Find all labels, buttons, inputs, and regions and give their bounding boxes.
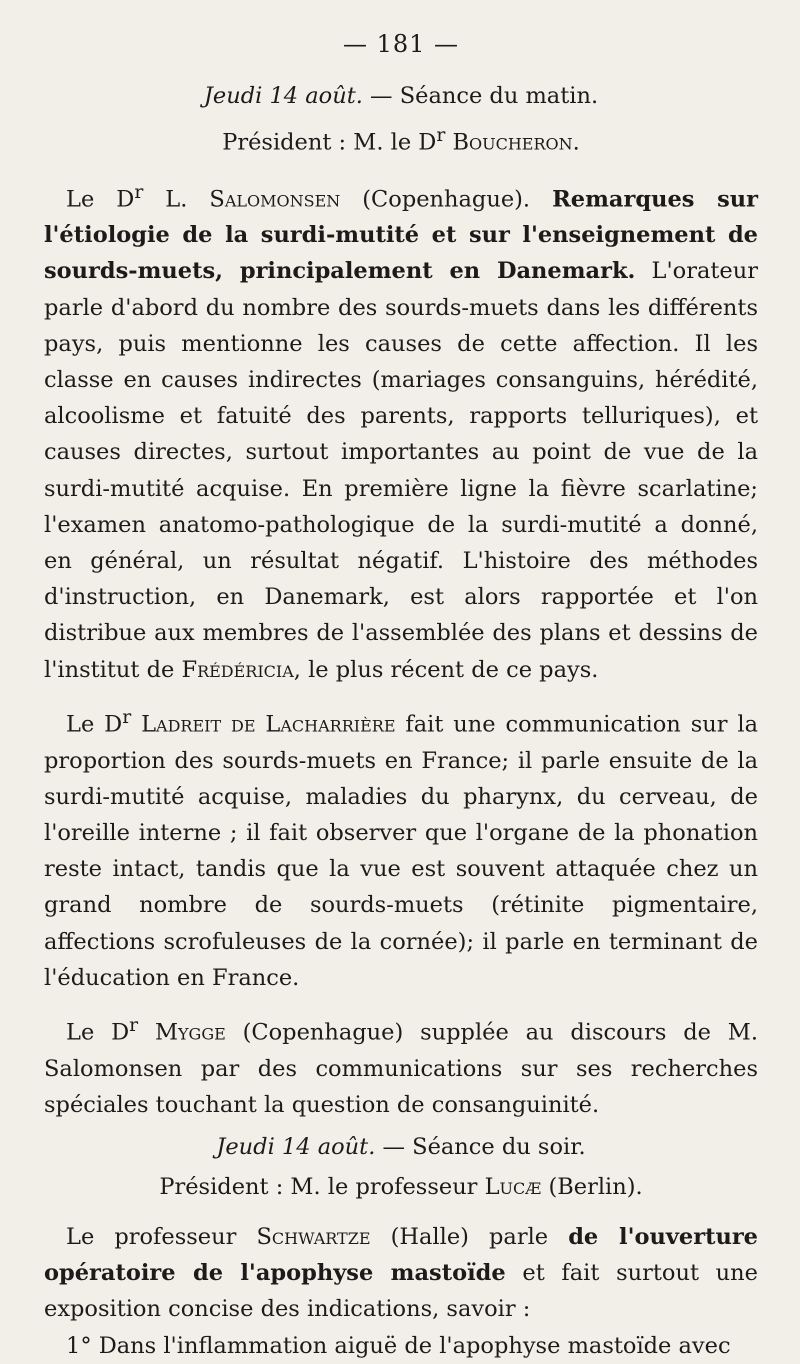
session-date: Jeudi 14 août. bbox=[203, 83, 363, 109]
institute-name: Frédéricia bbox=[181, 656, 294, 683]
text: , le plus récent de ce pays. bbox=[293, 656, 599, 683]
paragraph-lacharriere bbox=[44, 700, 758, 996]
president-name: Lucæ bbox=[484, 1174, 542, 1201]
doctor-abbrev: r bbox=[436, 125, 446, 146]
president-prefix: Président : M. le professeur bbox=[159, 1174, 485, 1201]
paragraph-body: fait une communication sur la proportion des sourds-muets en France; il parle ensuite de la surdi-mutité acquise, maladies du pharynx, du cerveau, de l'oreille interne ; il fait observer que l'organe de la phonation reste intact, tandis que la vue est souvent attaquée chez un grand nombre de sourds-muets (rétinite pigmentaire, affections scrofuleuses de la cornée); il parle en terminant de l'éducation en France. bbox=[44, 711, 759, 991]
session-heading-morning bbox=[44, 76, 758, 116]
paragraph-indication-1: 1° Dans l'inflammation aiguë de l'apophyse mastoïde avec bbox=[66, 1332, 731, 1359]
paragraph-body: (Copenhague) supplée au discours de M. Salomonsen par des communications sur ses recherches spéciales touchant la question de consanguinité. bbox=[44, 1019, 759, 1118]
paragraph-salomonsen bbox=[44, 175, 758, 688]
president-line-morning bbox=[44, 116, 758, 163]
text: (Copenhague). bbox=[340, 186, 553, 212]
page-number: — 181 — bbox=[342, 30, 460, 58]
text: (Halle) parle bbox=[370, 1224, 569, 1251]
speaker-name: Mygge bbox=[138, 1019, 226, 1046]
text: Le professeur bbox=[66, 1224, 257, 1251]
president-prefix: Président : M. le D bbox=[222, 129, 437, 156]
doctor-abbrev: r bbox=[129, 1014, 139, 1036]
doctor-abbrev: r bbox=[122, 706, 132, 728]
text: Le D bbox=[66, 186, 135, 212]
text: Le D bbox=[66, 711, 123, 738]
talk-title: Remarques sur l'étiologie de la surdi-mutité et sur l'enseignement de sourds-muets, principalement en Danemark. bbox=[44, 186, 758, 285]
session-label: — Séance du matin. bbox=[362, 83, 599, 109]
session-heading-evening bbox=[44, 1127, 758, 1167]
speaker-name: Salomonsen bbox=[209, 186, 341, 212]
text: Le D bbox=[66, 1019, 130, 1046]
session-date: Jeudi 14 août. bbox=[216, 1134, 376, 1161]
president-suffix: (Berlin). bbox=[541, 1174, 643, 1201]
doctor-abbrev: r bbox=[134, 181, 144, 203]
text: L. bbox=[143, 186, 210, 212]
talk-title: de l'ouverture opératoire de l'apophyse mastoïde bbox=[44, 1224, 758, 1287]
paragraph-mygge bbox=[44, 1008, 758, 1123]
president-suffix: . bbox=[572, 129, 580, 156]
president-name: Boucheron bbox=[452, 129, 573, 156]
paragraph-body: L'orateur parle d'abord du nombre des sourds-muets dans les différents pays, puis mentionne les causes de cette affection. Il les classe en causes indirectes (mariages consanguins, hérédité, alcoolisme et fatuité des parents, rapports telluriques), et causes directes, surtout importantes au point de vue de la surdi-mutité acquise. En première ligne la fièvre scarlatine; l'examen anatomo-pathologique de la surdi-mutité a donné, en général, un résultat négatif. L'histoire des méthodes d'instruction, en Danemark, est alors rapportée et l'on distribue aux membres de l'assemblée des plans et dessins de l'institut de bbox=[44, 258, 758, 683]
paragraph-schwartze bbox=[44, 1219, 758, 1328]
president-line-evening bbox=[44, 1167, 758, 1207]
speaker-name: Ladreit de Lacharrière bbox=[131, 711, 396, 738]
speaker-name: Schwartze bbox=[256, 1224, 371, 1251]
session-label: — Séance du soir. bbox=[375, 1134, 586, 1161]
paragraph-body: et fait surtout une exposition concise des indications, savoir : bbox=[44, 1260, 758, 1323]
